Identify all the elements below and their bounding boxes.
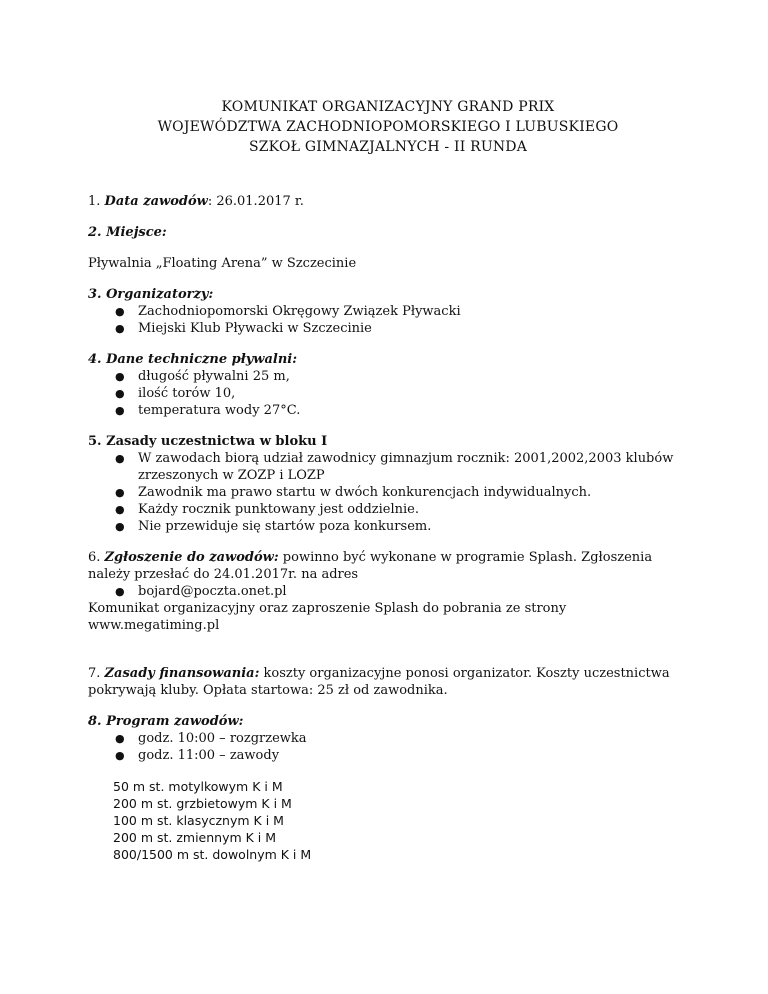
bullet-icon: ●	[115, 503, 125, 516]
pool-specs-list	[88, 368, 688, 419]
program-list	[88, 730, 688, 764]
section-venue-label: 2. Miejsce:	[88, 225, 167, 240]
bullet-icon: ●	[115, 387, 125, 400]
section-registration	[88, 549, 688, 634]
registration-email: bojard@poczta.onet.pl	[138, 584, 287, 599]
list-item: ● godz. 11:00 – zawody	[115, 748, 280, 763]
section-participation-label: 5. Zasady uczestnictwa w bloku I	[88, 434, 328, 449]
section-financing-text: koszty organizacyjne ponosi organizator. Koszty uczestnictwa pokrywają kluby. Opłata startowa: 25 zł od zawodnika.	[88, 666, 670, 698]
section-number: 6.	[88, 550, 105, 565]
section-venue-value: Pływalnia „Floating Arena” w Szczecinie	[88, 256, 357, 271]
title-line-2: WOJEWÓDZTWA ZACHODNIOPOMORSKIEGO I LUBUSKIEGO	[157, 119, 619, 135]
title-line-1: KOMUNIKAT ORGANIZACYJNY GRAND PRIX	[221, 99, 555, 115]
list-item: ● Zawodnik ma prawo startu w dwóch konkurencjach indywidualnych.	[115, 485, 592, 500]
section-organizers	[88, 286, 688, 337]
section-financing	[88, 665, 688, 699]
document-title	[88, 97, 688, 157]
section-program-label: 8. Program zawodów:	[88, 714, 244, 729]
bullet-icon: ●	[115, 585, 125, 598]
section-date-value: : 26.01.2017 r.	[207, 194, 304, 209]
list-item: ● W zawodach biorą udział zawodnicy gimnazjum rocznik: 2001,2002,2003 klubów zrzeszonych w ZOZP i LOZP	[115, 451, 674, 483]
event-item: 200 m st. zmiennym K i M	[113, 830, 277, 845]
section-date-label: Data zawodów	[104, 194, 208, 209]
section-registration-label: Zgłoszenie do zawodów:	[104, 550, 279, 565]
section-number: 7.	[88, 666, 105, 681]
title-line-3: SZKOŁ GIMNAZJALNYCH - II RUNDA	[248, 139, 528, 155]
event-item: 100 m st. klasycznym K i M	[113, 813, 284, 828]
section-financing-label: Zasady finansowania:	[104, 666, 260, 681]
bullet-icon: ●	[115, 370, 125, 383]
event-item: 50 m st. motylkowym K i M	[113, 779, 283, 794]
event-item: 800/1500 m st. dowolnym K i M	[113, 847, 312, 862]
list-item: ● długość pływalni 25 m,	[115, 369, 290, 384]
bullet-icon: ●	[115, 404, 125, 417]
list-item	[88, 583, 688, 600]
list-item: ● Zachodniopomorski Okręgowy Związek Pływacki	[115, 304, 461, 319]
participation-list	[88, 450, 688, 535]
registration-note: Komunikat organizacyjny oraz zaproszenie Splash do pobrania ze strony www.megatiming.pl	[88, 601, 567, 633]
bullet-icon: ●	[115, 452, 125, 465]
list-item: ● temperatura wody 27°C.	[115, 403, 301, 418]
section-date	[88, 193, 688, 210]
bullet-icon: ●	[115, 486, 125, 499]
section-number: 1.	[88, 194, 105, 209]
list-item: ● godz. 10:00 – rozgrzewka	[115, 731, 307, 746]
organizers-list	[88, 303, 688, 337]
list-item: ● Nie przewiduje się startów poza konkursem.	[115, 519, 432, 534]
bullet-icon: ●	[115, 749, 125, 762]
events-list	[88, 778, 688, 863]
bullet-icon: ●	[115, 732, 125, 745]
section-participation-rules	[88, 433, 688, 535]
bullet-icon: ●	[115, 520, 125, 533]
list-item: ● ilość torów 10,	[115, 386, 236, 401]
list-item: ● Miejski Klub Pływacki w Szczecinie	[115, 321, 372, 336]
section-registration-text: powinno być wykonane w programie Splash. Zgłoszenia należy przesłać do 24.01.2017r. na adres	[88, 550, 653, 582]
section-pool-specs	[88, 351, 688, 419]
event-item: 200 m st. grzbietowym K i M	[113, 796, 292, 811]
section-pool-specs-label: 4. Dane techniczne pływalni:	[88, 352, 298, 367]
bullet-icon: ●	[115, 305, 125, 318]
list-item: ● Każdy rocznik punktowany jest oddzielnie.	[115, 502, 419, 517]
section-organizers-label: 3. Organizatorzy:	[88, 287, 214, 302]
bullet-icon: ●	[115, 322, 125, 335]
section-program	[88, 713, 688, 863]
registration-list	[88, 583, 688, 600]
